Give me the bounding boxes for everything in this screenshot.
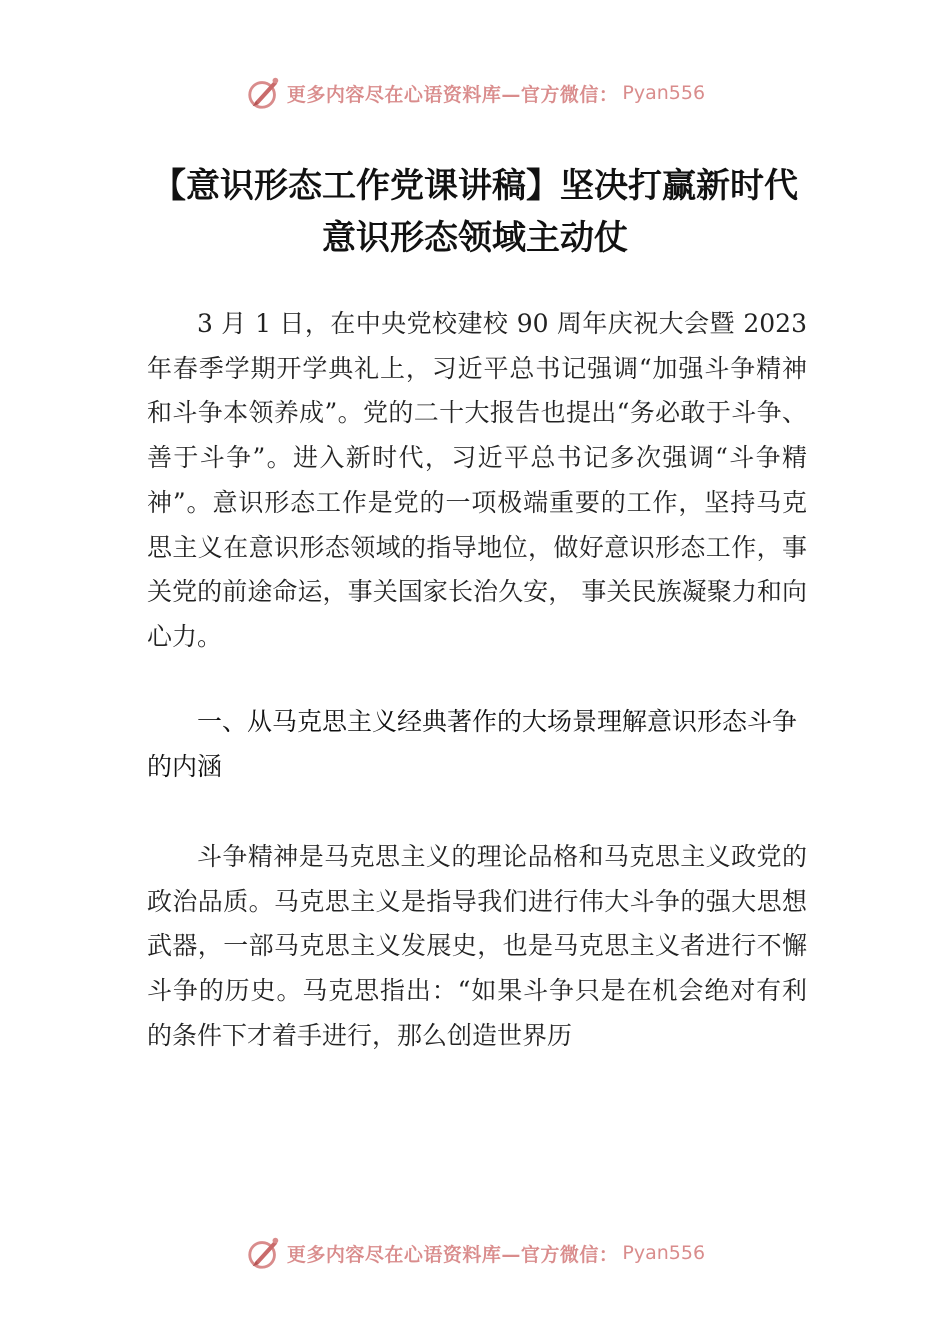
- document-title: [0, 160, 950, 264]
- section-heading-1: 一、从马克思主义经典著作的大场景理解意识形态斗争的内涵: [147, 707, 798, 781]
- intro-paragraph: 3 月 1 日，在中央党校建校 90 周年庆祝大会暨 2023 年春季学期开学典礼上，习近平总书记强调“加强斗争精神和斗争本领养成”。党的二十大报告也提出“务必敢于斗争、善于斗争”。进入新时代，习近平总书记多次强调“斗争精神”。意识形态工作是党的一项极端重要的工作，坚持马克思主义在意识形态领域的指导地位，做好意识形态工作，事关党的前途命运，事关国家长治久安， 事关民族凝聚力和向心力。: [147, 309, 807, 651]
- footer-watermark: [0, 1228, 950, 1278]
- watermark-wechat-id: Pyan556: [622, 82, 706, 104]
- section-1-paragraph: 斗争精神是马克思主义的理论品格和马克思主义政党的政治品质。马克思主义是指导我们进行伟大斗争的强大思想武器，一部马克思主义发展史，也是马克思主义者进行不懈斗争的历史。马克思指出：“如果斗争只是在机会绝对有利的条件下才着手进行，那么创造世界历: [147, 842, 807, 1050]
- title-line-2: 意识形态领域主动仗: [322, 218, 628, 258]
- pen-logo-icon: [245, 74, 283, 112]
- title-line-1: 【意识形态工作党课讲稿】坚决打赢新时代: [152, 166, 798, 206]
- watermark-text: 更多内容尽在心语资料库—官方微信：: [286, 83, 619, 106]
- header-watermark: [0, 68, 950, 118]
- watermark-text: 更多内容尽在心语资料库—官方微信：: [286, 1243, 619, 1266]
- pen-logo-icon: [245, 1234, 283, 1272]
- watermark-wechat-id: Pyan556: [622, 1242, 706, 1264]
